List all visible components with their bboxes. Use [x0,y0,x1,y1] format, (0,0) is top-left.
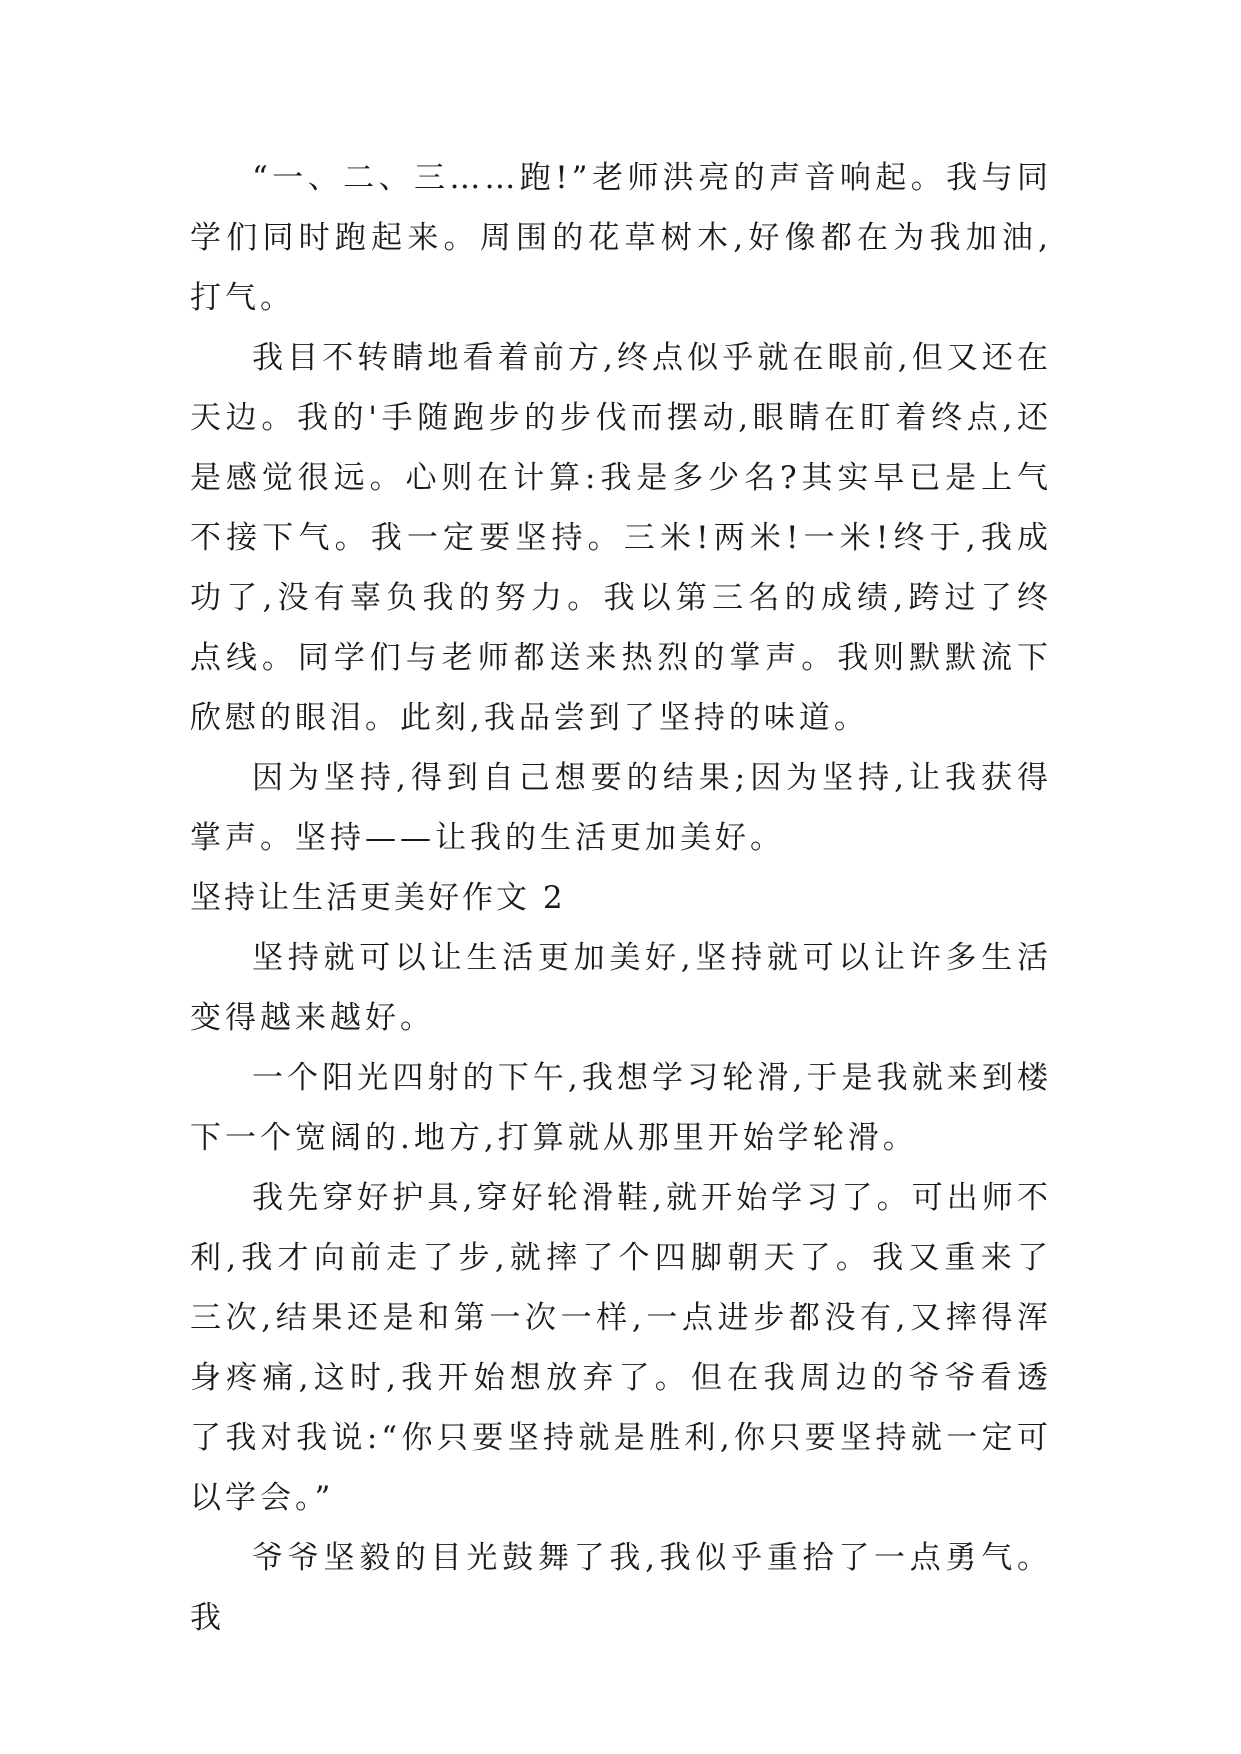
document-page [190,148,1052,1648]
paragraph-intro: 坚持就可以让生活更加美好,坚持就可以让许多生活变得越来越好。 [190,940,1052,1036]
paragraph-race-finish: 我目不转睛地看着前方,终点似乎就在眼前,但又还在天边。我的'手随跑步的步伐而摆动,眼睛在盯着终点,还是感觉很远。心则在计算:我是多少名?其实早已是上气不接下气。我一定要坚持。三米!两米!一米!终于,我成功了,没有辜负我的努力。我以第三名的成绩,跨过了终点线。同学们与老师都送来热烈的掌声。我则默默流下欣慰的眼泪。此刻,我品尝到了坚持的味道。 [190,340,1052,736]
paragraph-encouragement: 爷爷坚毅的目光鼓舞了我,我似乎重拾了一点勇气。我 [190,1540,1052,1636]
section-title: 坚持让生活更美好作文 2 [190,880,566,916]
paragraph-falling: 我先穿好护具,穿好轮滑鞋,就开始学习了。可出师不利,我才向前走了步,就摔了个四脚朝天了。我又重来了三次,结果还是和第一次一样,一点进步都没有,又摔得浑身疼痛,这时,我开始想放弃了。但在我周边的爷爷看透了我对我说:“你只要坚持就是胜利,你只要坚持就一定可以学会。” [190,1180,1052,1516]
paragraph-race-start: “一、二、三……跑!”老师洪亮的声音响起。我与同学们同时跑起来。周围的花草树木,好像都在为我加油,打气。 [190,160,1052,316]
paragraph-afternoon: 一个阳光四射的下午,我想学习轮滑,于是我就来到楼下一个宽阔的.地方,打算就从那里开始学轮滑。 [190,1060,1052,1156]
paragraph-conclusion: 因为坚持,得到自己想要的结果;因为坚持,让我获得掌声。坚持——让我的生活更加美好。 [190,760,1052,856]
